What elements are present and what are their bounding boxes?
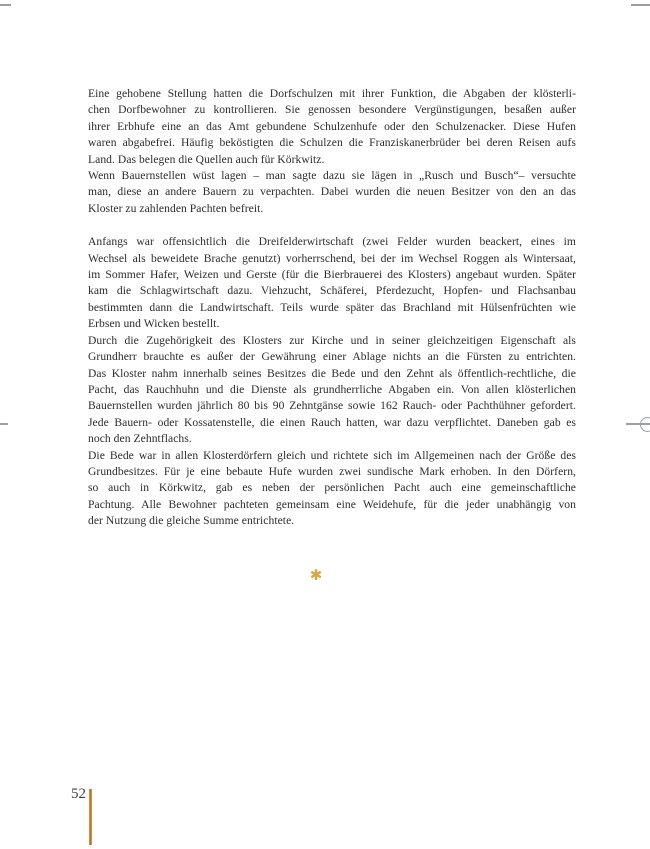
text-line: Pacht, das Rauchhuhn und die Dienste als grundherrliche Abgaben ein. Von allen klösterlichen [88,382,576,396]
text-line: kam die Schlagwirtschaft dazu. Viehzucht, Schäferei, Pferdezucht, Hopfen- und Flachsanbau [88,284,576,298]
text-column [88,86,576,530]
text-line: Eine gehobene Stellung hatten die Dorfschulzen mit ihrer Funktion, die Abgaben der klösterli- [88,87,576,100]
text-line: waren abgabefrei. Häufig beköstigten die Schulzen die Franziskanerbrüder bei deren Reisen aufs [88,136,576,150]
text-line: Erbsen und Wicken bestellt. [88,317,220,331]
asterisk-ornament-icon: ✱ [309,568,323,584]
text-line: im Sommer Hafer, Weizen und Gerste (für die Bierbrauerei des Klosters) angebaut wurden. Später [88,268,576,282]
text-block [88,86,576,217]
text-line: man, diese an andere Bauern zu verpachten. Dabei wurden die neuen Besitzer von den an das [88,185,576,199]
text-line: Das Kloster nahm innerhalb seines Besitzes die Bede und den Zehnt als öffentlich-rechtliche, die [88,366,576,380]
footer-accent-rule [89,789,92,845]
text-line: Die Bede war in allen Klosterdörfern gleich und richtete sich im Allgemeinen nach der Größe des [88,448,576,462]
text-line: Anfangs war offensichtlich die Dreifelderwirtschaft (zwei Felder wurden beackert, eines im [88,235,576,249]
text-line: Land. Das belegen die Quellen auch für Körkwitz. [88,152,325,166]
text-line: der Nutzung die gleiche Summe entrichtete. [88,514,295,528]
registration-mark-circle-icon [640,417,650,432]
text-line: Grundbesitzes. Für je eine bebaute Hufe wurden zwei sundische Mark erhoben. In den Dörfern, [88,464,576,478]
text-line: Bauernstellen wurden jährlich 80 bis 90 Zehntgänse sowie 162 Rauch- oder Pachthühner gefordert. [88,399,576,413]
text-line: chen Dorfbewohner zu kontrollieren. Sie genossen besondere Vergünstigungen, besaßen außer [88,103,576,117]
text-line: Kloster zu zahlenden Pachten befreit. [88,201,264,215]
text-line: Durch die Zugehörigkeit des Klosters zur Kirche und in seiner gleichzeitigen Eigenschaft als [88,333,576,347]
text-line: Jede Bauern- oder Kossatenstelle, die einen Rauch hatten, war dazu verpflichtet. Daneben gab es [88,415,576,429]
text-line: noch den Zehntflachs. [88,432,192,446]
text-line: bestimmten dann die Landwirtschaft. Teils wurde später das Brachland mit Hülsenfrüchten wie [88,300,576,314]
block-gap [88,217,576,234]
text-line: Wenn Bauernstellen wüst lagen – man sagte dazu sie lägen in „Rusch und Busch“– versuchte [88,169,576,183]
text-line: Pachtung. Alle Bewohner pachteten gemeinsam eine Weidehufe, für die jeder unabhängig von [88,497,576,511]
text-line: ihrer Erbhufe eine an das Amt gebundene Schulzenhufe oder den Schulzenacker. Diese Hufen [88,119,576,133]
text-line: Grundherr brauchte es außer der Gewährung einer Ablage nichts an die Fürsten zu entrichten. [88,350,576,364]
text-line: so auch in Körkwitz, gab es neben der persönlichen Pacht auch eine gemeinschaftliche [88,481,576,495]
text-block [88,234,576,529]
crop-mark-top-right-icon [631,4,650,6]
crop-mark-left-icon [0,423,8,425]
crop-mark-top-left-icon [0,4,11,6]
page-number: 52 [71,786,86,802]
text-line: Wechsel als beweidete Brache genutzt) vorherrschend, bei der im Wechsel Roggen als Wintersaat, [88,251,576,265]
